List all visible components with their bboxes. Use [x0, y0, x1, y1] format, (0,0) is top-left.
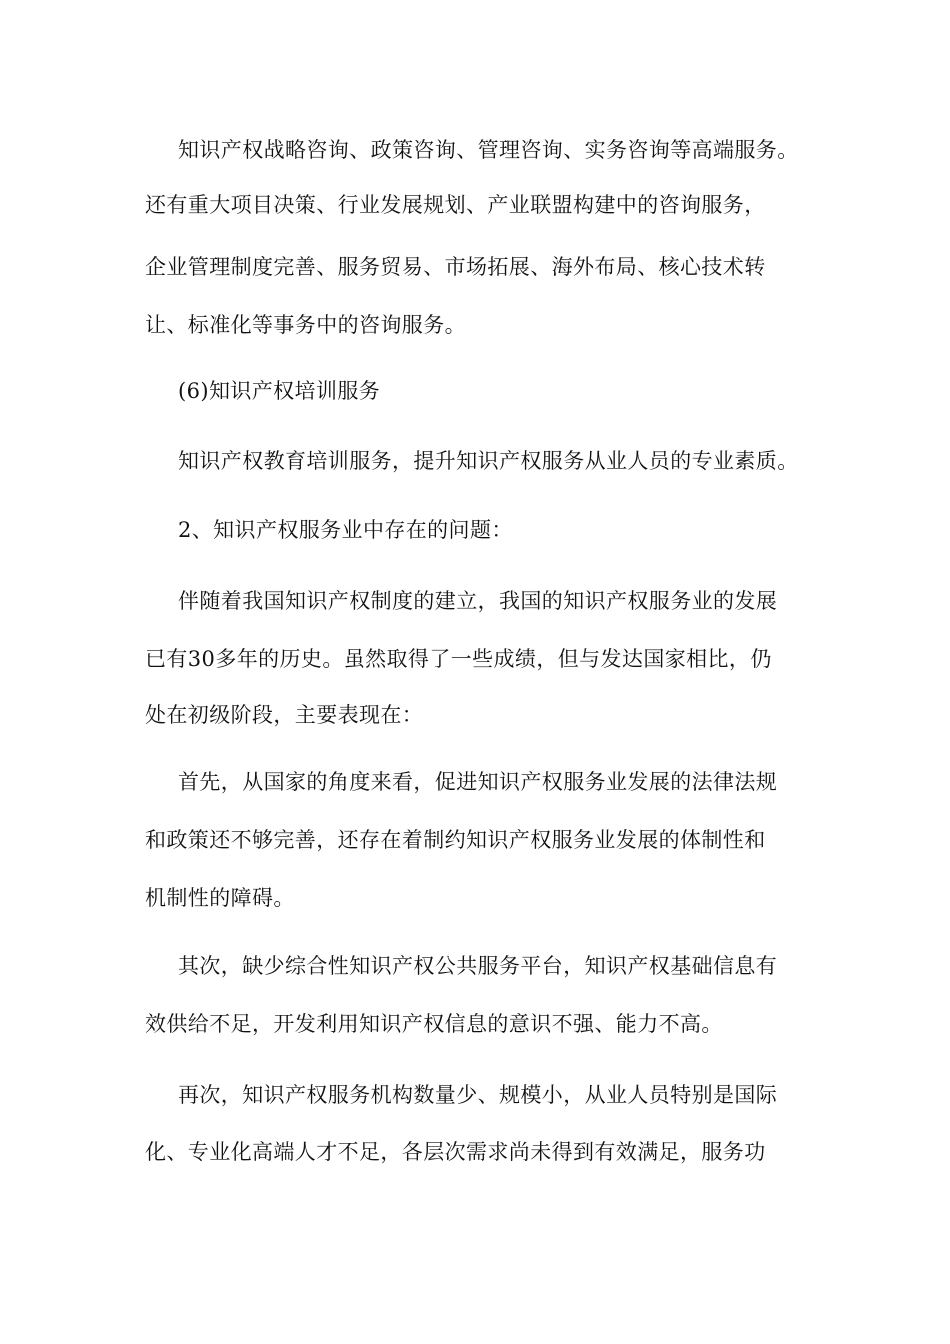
text-line: 知识产权战略咨询、政策咨询、管理咨询、实务咨询等高端服务。 — [178, 138, 799, 162]
text-line: 和政策还不够完善，还存在着制约知识产权服务业发展的体制性和 — [145, 828, 766, 852]
text-line: 企业管理制度完善、服务贸易、市场拓展、海外布局、核心技术转 — [145, 255, 766, 279]
text-line: 其次，缺少综合性知识产权公共服务平台，知识产权基础信息有 — [178, 954, 778, 978]
text-line: 再次，知识产权服务机构数量少、规模小，从业人员特别是国际 — [178, 1083, 778, 1107]
text-line: (6)知识产权培训服务 — [178, 379, 381, 403]
text-line: 已有30多年的历史。虽然取得了一些成绩，但与发达国家相比，仍 — [145, 647, 772, 671]
text-line: 效供给不足，开发利用知识产权信息的意识不强、能力不高。 — [145, 1012, 723, 1036]
text-line: 2、知识产权服务业中存在的问题： — [178, 518, 513, 542]
text-line: 知识产权教育培训服务，提升知识产权服务从业人员的专业素质。 — [178, 449, 799, 473]
text-line: 让、标准化等事务中的咨询服务。 — [145, 313, 466, 337]
text-line: 伴随着我国知识产权制度的建立，我国的知识产权服务业的发展 — [178, 589, 778, 613]
text-line: 还有重大项目决策、行业发展规划、产业联盟构建中的咨询服务， — [145, 193, 766, 217]
text-line: 处在初级阶段，主要表现在： — [145, 703, 424, 727]
text-line: 首先，从国家的角度来看，促进知识产权服务业发展的法律法规 — [178, 770, 778, 794]
text-line: 机制性的障碍。 — [145, 886, 295, 910]
text-line: 化、专业化高端人才不足，各层次需求尚未得到有效满足，服务功 — [145, 1140, 766, 1164]
